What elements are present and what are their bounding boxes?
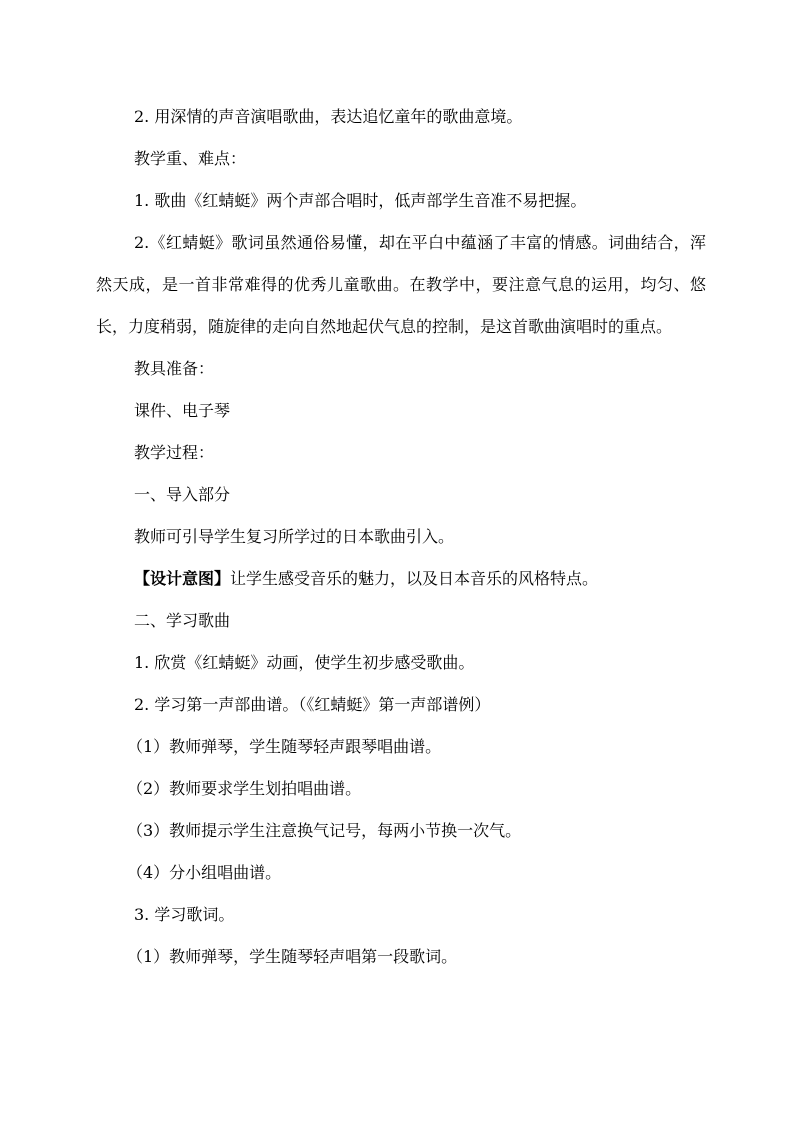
introduction-text: 教师可引导学生复习所学过的日本歌曲引入。: [134, 527, 455, 546]
key-point-1: 1. 歌曲《红蜻蜓》两个声部合唱时，低声部学生音准不易把握。: [134, 191, 587, 210]
learn-step-2: 2. 学习第一声部曲谱。（《红蜻蜓》第一声部谱例）: [134, 695, 491, 714]
learn-step-3: 3. 学习歌词。: [134, 905, 235, 924]
learn-step-2-sub-4: （4）分小组唱曲谱。: [127, 863, 282, 882]
design-intent-paragraph: [96, 558, 706, 600]
key-point-2: 2.《红蜻蜓》歌词虽然通俗易懂，却在平白中蕴涵了丰富的情感。词曲结合，浑然天成，是一首非常难得的优秀儿童歌曲。在教学中，要注意气息的运用，均匀、悠长，力度稍弱，随旋律的走向自然地起伏气息的控制，是这首歌曲演唱时的重点。: [96, 233, 706, 336]
part-heading-learn-song: 二、学习歌曲: [134, 611, 231, 630]
design-intent-text: 让学生感受音乐的魅力，以及日本音乐的风格特点。: [230, 569, 599, 588]
section-heading-key-points: 教学重、难点：: [134, 149, 247, 168]
learn-step-2-sub-1: （1）教师弹琴，学生随琴轻声跟琴唱曲谱。: [127, 737, 442, 756]
learn-step-2-sub-3: （3）教师提示学生注意换气记号，每两小节换一次气。: [127, 821, 522, 840]
section-heading-teaching-aids: 教具准备：: [134, 359, 215, 378]
document-body: [96, 96, 706, 978]
section-heading-teaching-process: 教学过程：: [134, 443, 215, 462]
design-intent-label: 【设计意图】: [134, 569, 231, 588]
objective-item-2: 2. 用深情的声音演唱歌曲，表达追忆童年的歌曲意境。: [134, 107, 523, 126]
learn-step-2-sub-2: （2）教师要求学生划拍唱曲谱。: [127, 779, 362, 798]
learn-step-3-sub-1: （1）教师弹琴，学生随琴轻声唱第一段歌词。: [127, 947, 458, 966]
learn-step-1: 1. 欣赏《红蜻蜓》动画，使学生初步感受歌曲。: [134, 653, 475, 672]
part-heading-introduction: 一、导入部分: [134, 485, 231, 504]
teaching-aids-list: 课件、电子琴: [134, 401, 231, 420]
